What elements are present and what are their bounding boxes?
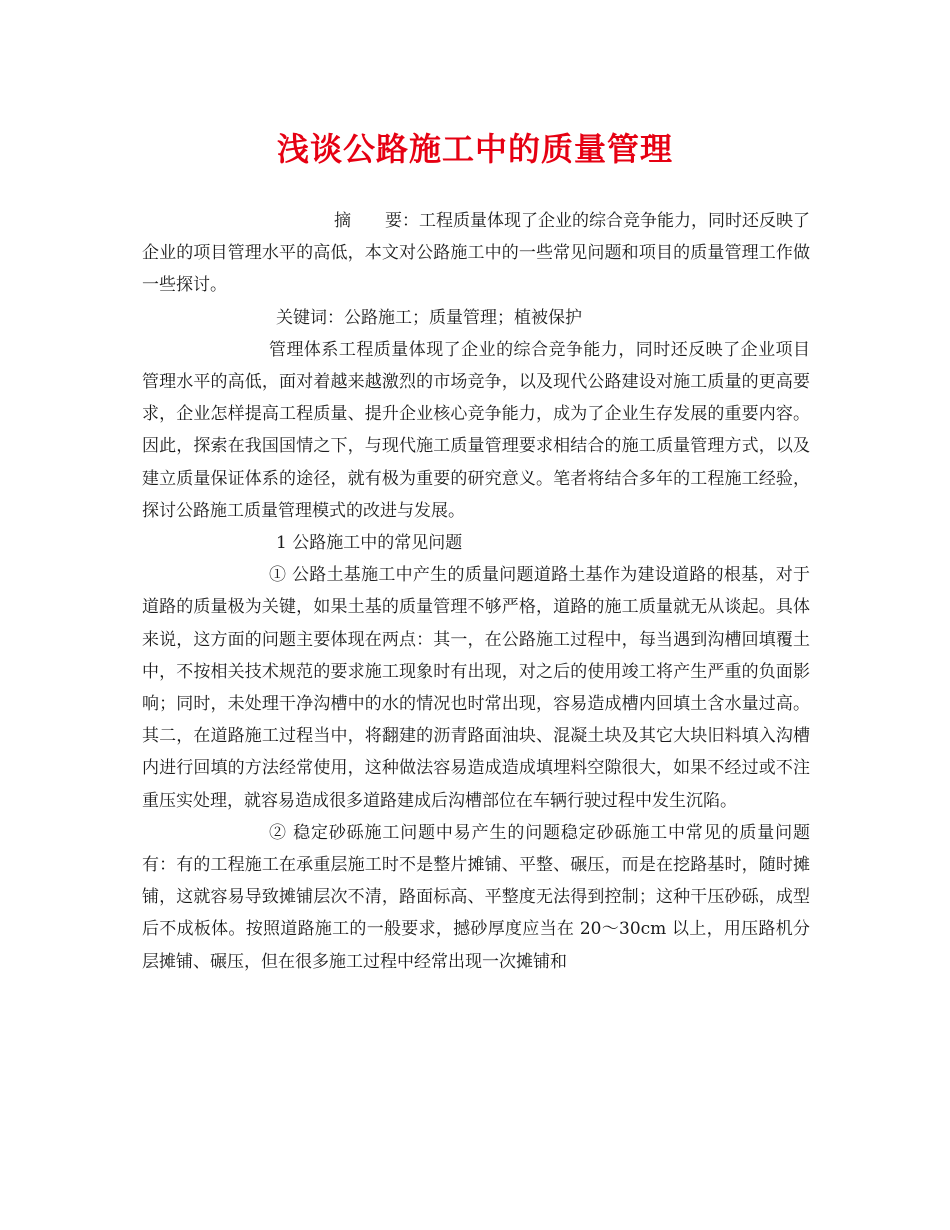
abstract-paragraph: 摘 要：工程质量体现了企业的综合竞争能力，同时还反映了企业的项目管理水平的高低，本文对公路施工中的一些常见问题和项目的质量管理工作做一些探讨。 — [142, 211, 810, 296]
document-title: 浅谈公路施工中的质量管理 — [276, 130, 673, 168]
intro-paragraph: 管理体系工程质量体现了企业的综合竞争能力，同时还反映了企业项目管理水平的高低，面对着越来越激烈的市场竞争，以及现代公路建设对施工质量的更高要求，企业怎样提高工程质量、提升企业核心竞争能力，成为了企业生存发展的重要内容。因此，探索在我国国情之下，与现代施工质量管理要求相结合的施工质量管理方式，以及建立质量保证体系的途径，就有极为重要的研究意义。笔者将结合多年的工程施工经验，探讨公路施工质量管理模式的改进与发展。 — [142, 339, 810, 521]
section-heading: 1 公路施工中的常见问题 — [276, 533, 463, 554]
section-item-1: ① 公路土基施工中产生的质量问题道路土基作为建设道路的根基，对于道路的质量极为关键，如果土基的质量管理不够严格，道路的施工质量就无从谈起。具体来说，这方面的问题主要体现在两点：其一，在公路施工过程中，每当遇到沟槽回填覆土中，不按相关技术规范的要求施工现象时有出现，对之后的使用竣工将产生严重的负面影响；同时，未处理干净沟槽中的水的情况也时常出现，容易造成槽内回填土含水量过高。其二，在道路施工过程当中，将翻建的沥青路面油块、混凝土块及其它大块旧料填入沟槽内进行回填的方法经常使用，这种做法容易造成造成填埋料空隙很大，如果不经过或不注重压实处理，就容易造成很多道路建成后沟槽部位在车辆行驶过程中发生沉陷。 — [142, 565, 810, 811]
keywords-line: 关键词：公路施工；质量管理；植被保护 — [276, 307, 582, 328]
document-body — [142, 205, 810, 978]
section-item-2: ② 稳定砂砾施工问题中易产生的问题稳定砂砾施工中常见的质量问题有：有的工程施工在承重层施工时不是整片摊铺、平整、碾压，而是在挖路基时，随时摊铺，这就容易导致摊铺层次不清，路面标高、平整度无法得到控制；这种干压砂砾，成型后不成板体。按照道路施工的一般要求，撼砂厚度应当在 20～30cm 以上，用压路机分层摊铺、碾压，但在很多施工过程中经常出现一次摊铺和 — [142, 822, 810, 972]
